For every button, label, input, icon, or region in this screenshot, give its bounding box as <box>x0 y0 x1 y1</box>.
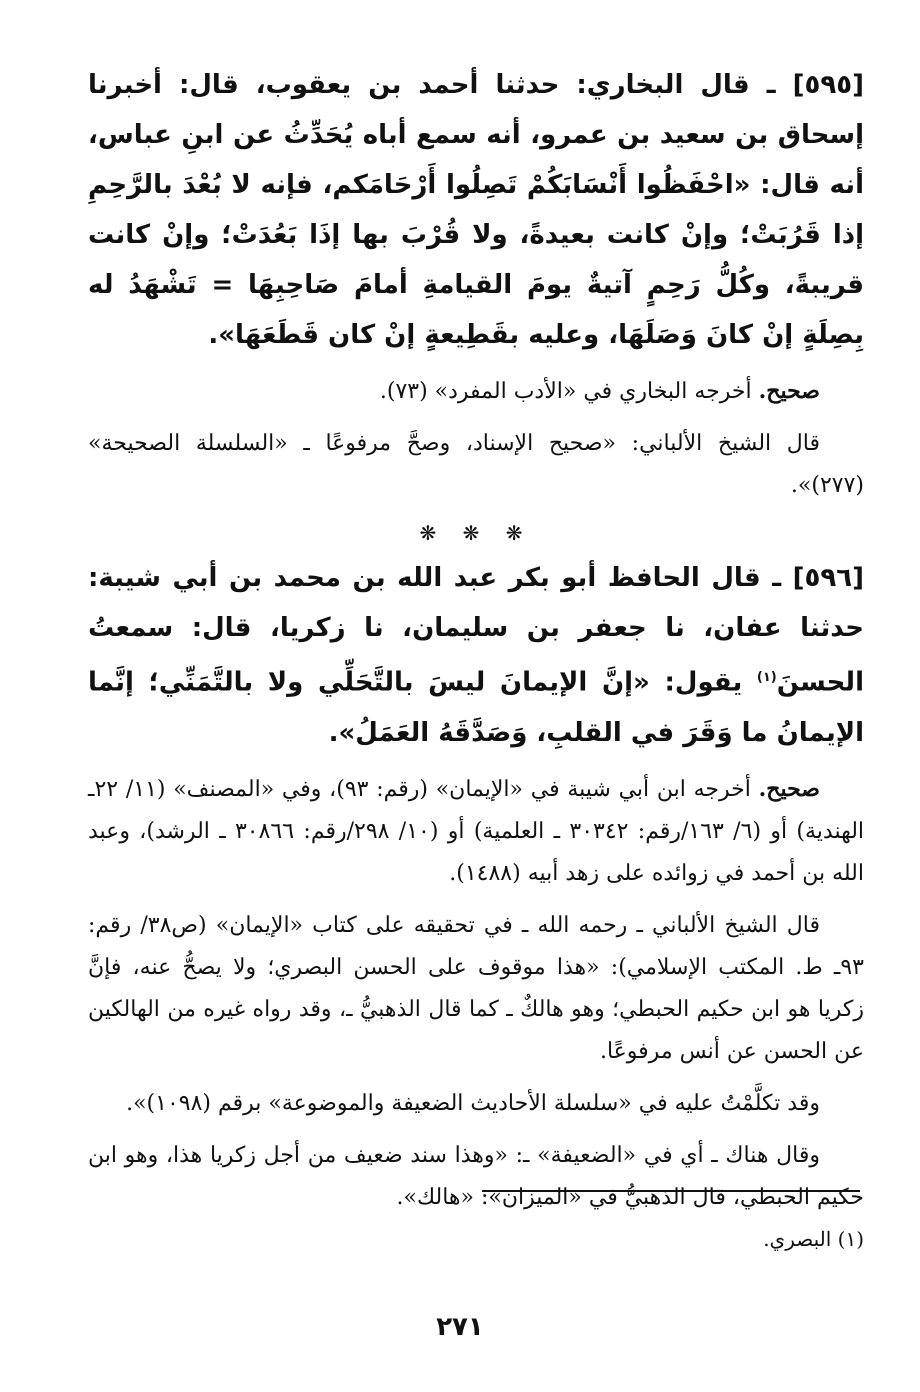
hadith-596-continuation: وقد تكلَّمْتُ عليه في «سلسلة الأحاديث الضعيفة والموضوعة» برقم (١٠٩٨)». <box>126 1090 820 1116</box>
hadith-596-matn: يقول: «إنَّ الإيمانَ ليسَ بالتَّحَلِّي ولا بالتَّمَنِّي؛ إنَّما الإيمانُ ما وَقَرَ في القلبِ، وَصَدَّقَهُ العَمَلُ». <box>88 667 864 748</box>
hadith-595-text: [٥٩٥] ـ قال البخاري: حدثنا أحمد بن يعقوب، قال: أخبرنا إسحاق بن سعيد بن عمرو، أنه سمع أباه يُحَدِّثُ عن ابنِ عباس، أنه قال: «احْفَظُوا أَنْسَابَكُمْ تَصِلُوا أَرْحَامَكم، فإنه لا بُعْدَ بالرَّحِمِ إذا قَرُبَتْ؛ وإنْ كانت بعيدةً، ولا قُرْبَ بها إذَا بَعُدَتْ؛ وإنْ كانت قريبةً، وكُلُّ رَحِمٍ آتيةٌ يومَ القيامةِ أمامَ صَاحِبِهَا = تَشْهَدُ له بِصِلَةٍ إنْ كانَ وَصَلَهَا، وعليه بقَطِيعةٍ إنْ كان قَطَعَهَا». <box>88 70 864 350</box>
hadith-596-isnad: [٥٩٦] ـ قال الحافظ أبو بكر عبد الله بن محمد بن أبي شيبة: حدثنا عفان، نا جعفر بن سليمان، نا زكريا، قال: سمعتُ الحسنَ <box>88 563 864 698</box>
hadith-595-albani: قال الشيخ الألباني: «صحيح الإسناد، وصحَّ مرفوعًا ـ «السلسلة الصحيحة» (٢٧٧)». <box>88 431 864 498</box>
footnote-ref: (١) <box>756 670 777 685</box>
section-separator: ❋ ❋ ❋ <box>419 521 533 545</box>
hadith-595-takhrij <box>88 370 864 413</box>
takhrij-text: أخرجه البخاري في «الأدب المفرد» (٧٣). <box>379 379 759 404</box>
takhrij-text: أخرجه ابن أبي شيبة في «الإيمان» (رقم: ٩٣)، وفي «المصنف» (١١/ ٢٢ـ الهندية) أو (٦/ ١٦٣/رقم: ٣٠٣٤٢ ـ العلمية) أو (١٠/ ٢٩٨/رقم: ٣٠٨٦٦ ـ الرشد)، وعبد الله بن أحمد في زوائده على زهد أبيه (١٤٨٨). <box>88 776 865 886</box>
hadith-596-albani: قال الشيخ الألباني ـ رحمه الله ـ في تحقيقه على كتاب «الإيمان» (ص٣٨/ رقم: ٩٣ـ ط. المكتب الإسلامي): «هذا موقوف على الحسن البصري؛ ولا يصحُّ عنه، فإنَّ زكريا هو ابن حكيم الحبطي؛ وهو هالكٌ ـ كما قال الذهبيُّ ـ، وقد رواه غيره من الهالكين عن الحسن عن أنس مرفوعًا. <box>88 912 864 1064</box>
hadith-596-there: وقال هناك ـ أي في «الضعيفة» ـ: «وهذا سند ضعيف من أجل زكريا هذا، وهو ابن حكيم الحبطي، قال الذهبيُّ في «الميزان»: «هالك». <box>88 1142 864 1210</box>
grade-label: صحيح. <box>758 378 820 404</box>
grade-label: صحيح. <box>758 775 820 802</box>
hadith-596-takhrij <box>88 768 864 895</box>
page-body <box>88 60 864 1219</box>
footnote: (١) البصري. <box>763 1227 864 1251</box>
page-number: ٢٧١ <box>436 1312 484 1342</box>
footnote-divider <box>482 1190 860 1192</box>
hadith-596-text <box>88 553 864 758</box>
